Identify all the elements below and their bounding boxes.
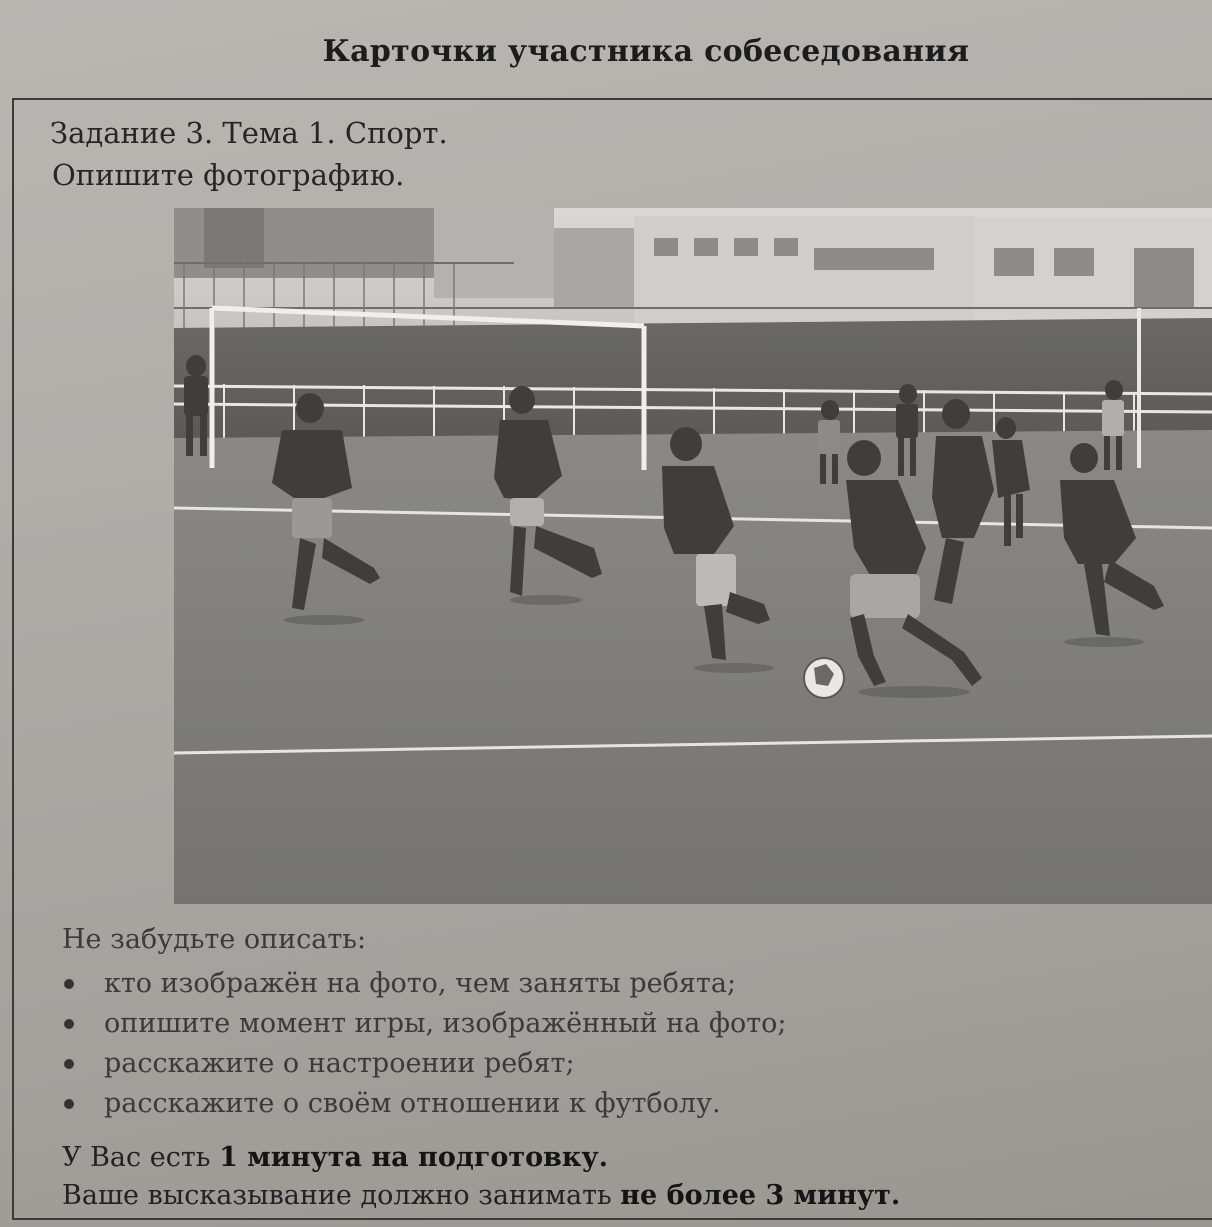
list-item <box>62 1004 787 1044</box>
bullet-icon <box>64 1019 74 1029</box>
reminder-item-text: расскажите о настроении ребят; <box>104 1048 575 1079</box>
list-item <box>62 1084 787 1124</box>
soccer-photo <box>174 208 1212 904</box>
bullet-icon <box>64 1059 74 1069</box>
reminder-heading: Не забудьте описать: <box>62 924 367 955</box>
bullet-icon <box>64 1099 74 1109</box>
list-item <box>62 1044 787 1084</box>
preparation-time-note <box>62 1142 608 1173</box>
page-title: Карточки участника собеседования <box>322 34 970 69</box>
reminder-item-text: опишите момент игры, изображённый на фото; <box>104 1008 787 1039</box>
photo-soccer-kids-icon <box>174 208 1212 904</box>
speech-bold-text: не более 3 минут. <box>620 1180 901 1211</box>
reminder-item-text: расскажите о своём отношении к футболу. <box>104 1088 721 1119</box>
speech-duration-note <box>62 1180 900 1211</box>
task-instruction: Опишите фотографию. <box>52 158 405 192</box>
bullet-icon <box>64 979 74 989</box>
prep-bold-text: 1 минута на подготовку. <box>219 1142 609 1173</box>
task-heading: Задание 3. Тема 1. Спорт. <box>50 116 448 150</box>
speech-text: Ваше высказывание должно занимать <box>62 1180 621 1211</box>
prep-text: У Вас есть <box>62 1142 220 1173</box>
reminder-list <box>62 964 787 1124</box>
list-item <box>62 964 787 1004</box>
reminder-item-text: кто изображён на фото, чем заняты ребята; <box>104 968 737 999</box>
